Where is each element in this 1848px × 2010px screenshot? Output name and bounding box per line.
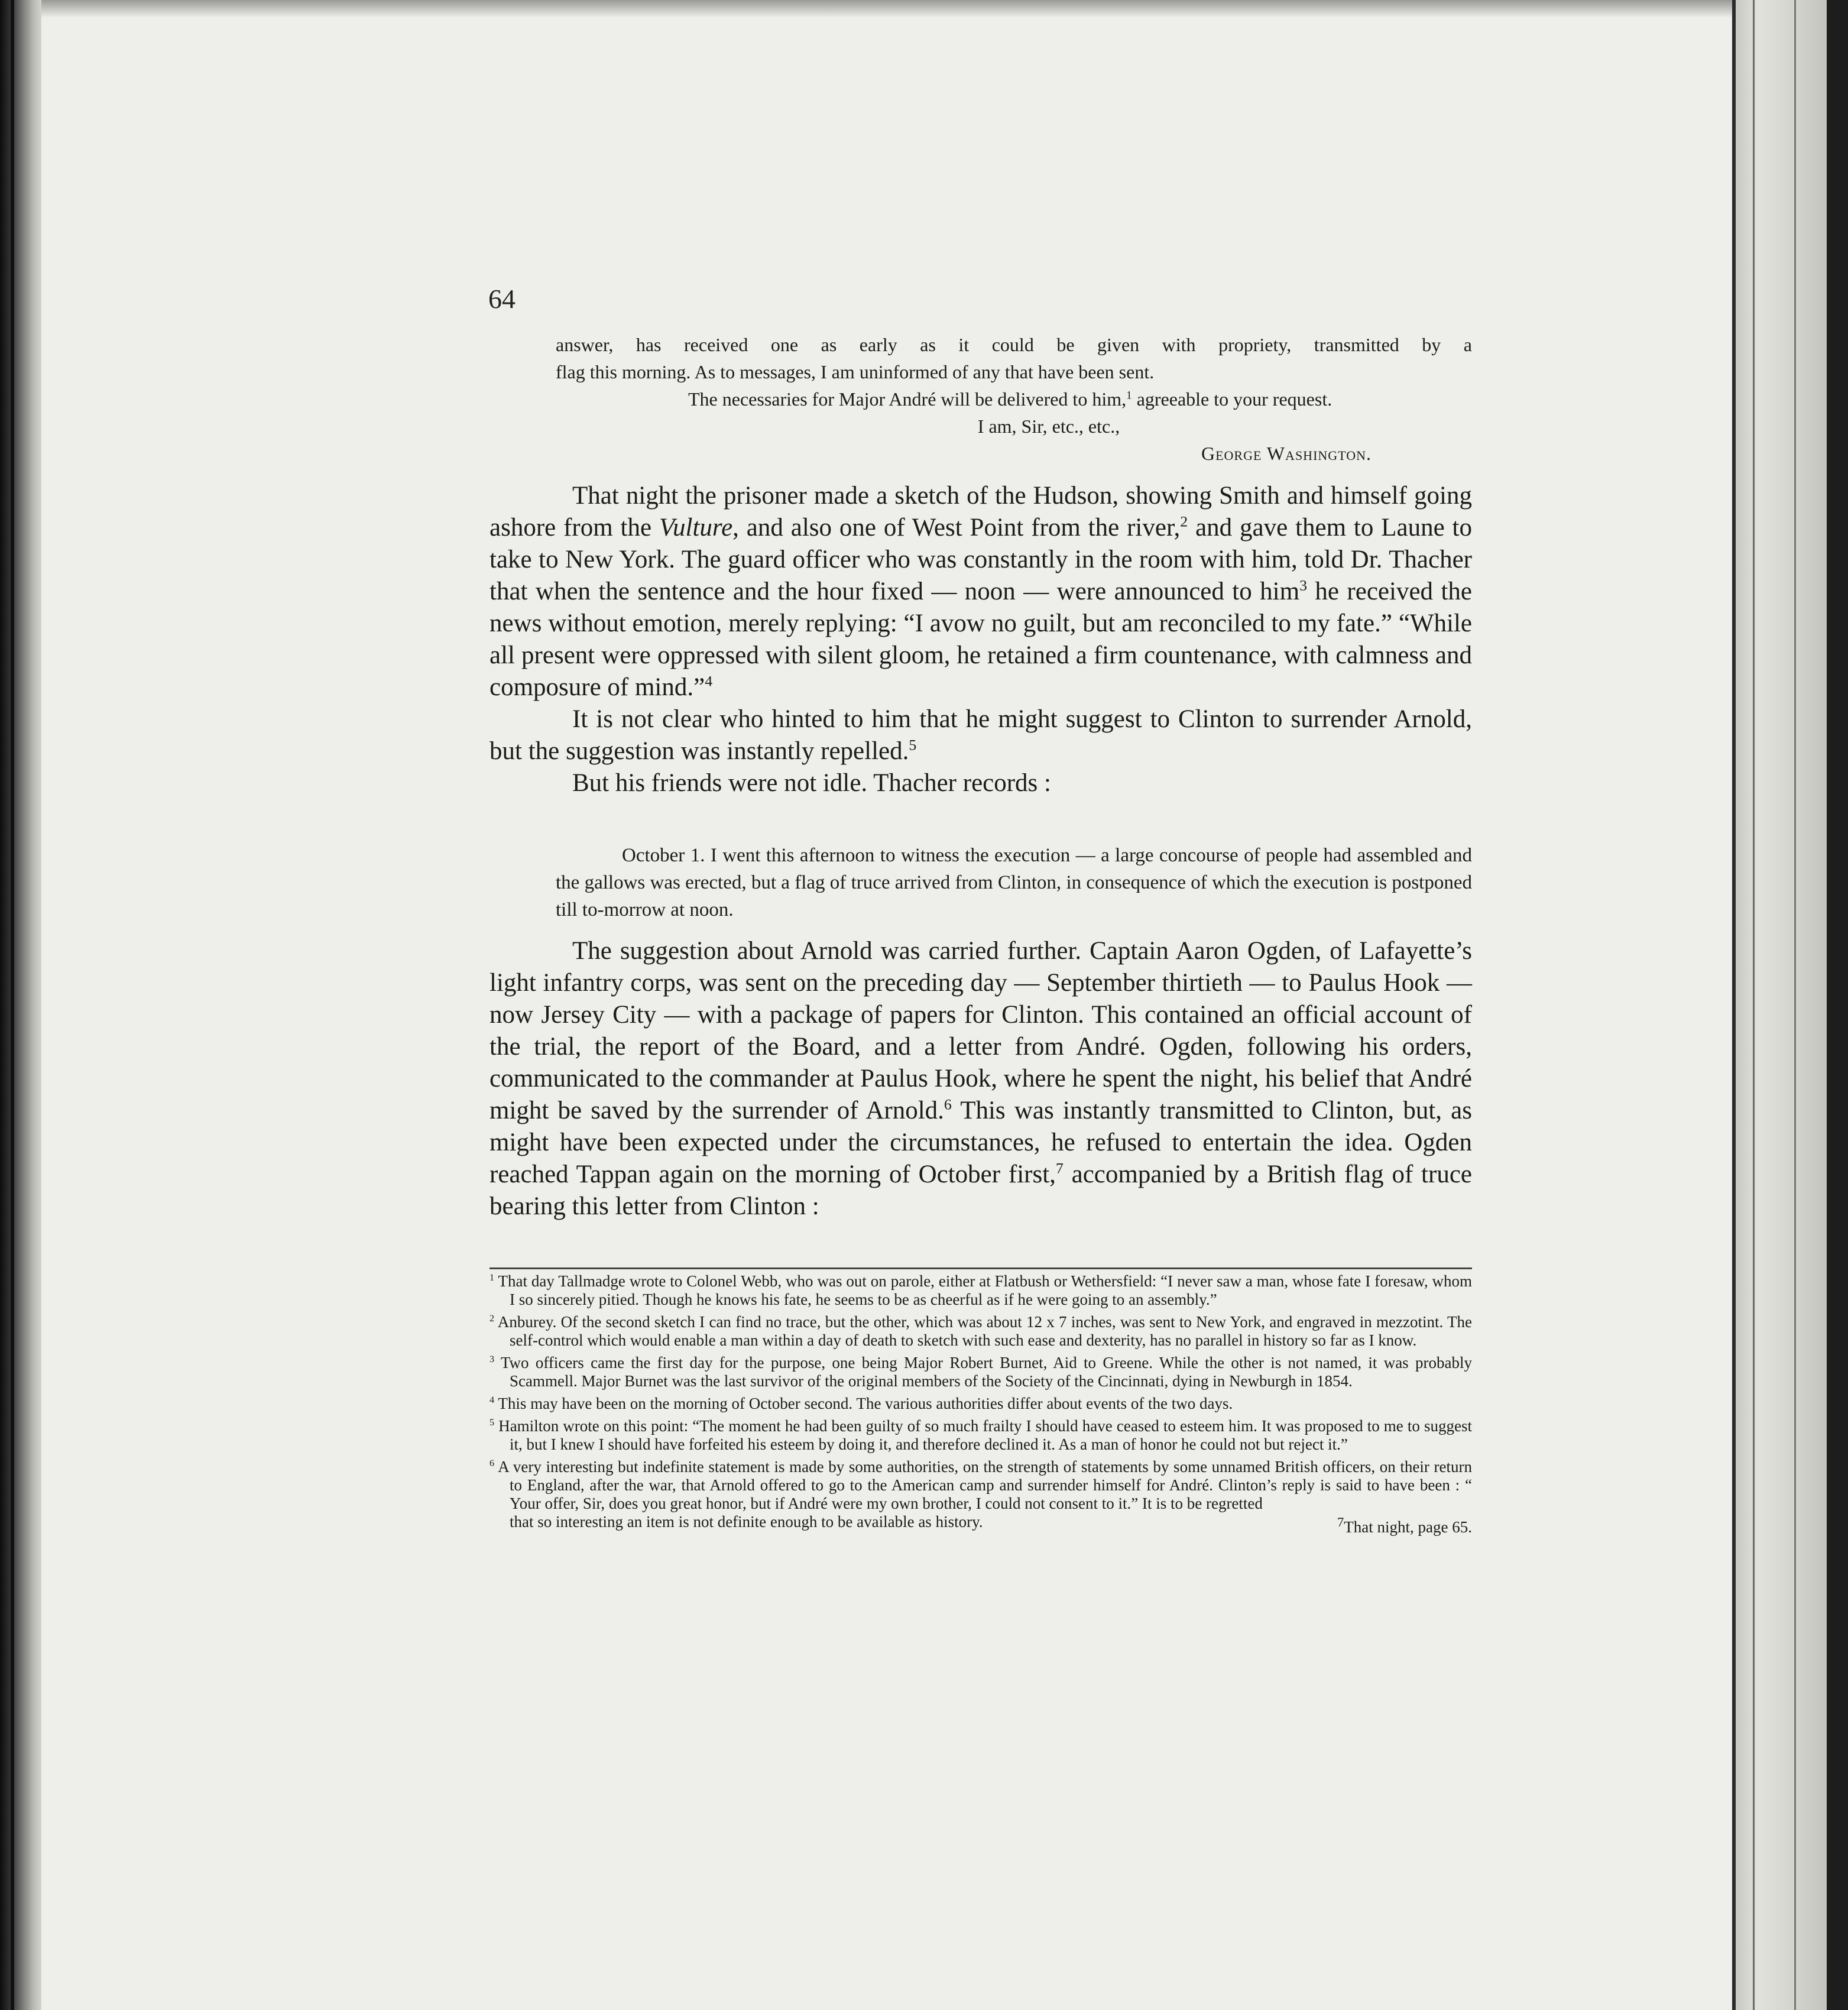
body-section-2 xyxy=(489,935,1472,1223)
footnote xyxy=(489,1417,1472,1454)
footnote-text: Two officers came the first day for the purpose, one being Major Robert Burnet, Aid to Greene. While the other is not named, it was probably Scammell. Major Burnet was the last survivor of the original members of the Society of the Cincinnati, dying in Newburgh in 1854. xyxy=(500,1354,1472,1390)
footnote-number: 2 xyxy=(489,1313,495,1324)
scan-right-line xyxy=(1794,0,1796,2010)
footnote-ref: 1 xyxy=(1126,389,1132,402)
footnote-7 xyxy=(1337,1513,1472,1536)
scan-right-border xyxy=(1827,0,1848,2010)
footnote-number: 3 xyxy=(489,1354,495,1364)
paragraph-text: That night the prisoner made a sketch of the Hudson, showing Smith and himself going ashore from the xyxy=(489,482,1472,542)
body-section-1 xyxy=(489,480,1472,799)
block-quote xyxy=(556,842,1472,923)
paragraph-text: he received the news without emotion, merely replying: “I avow no guilt, but am reconciled to my fate.” “While all present were oppressed with silent gloom, he retained a firm countenance, with calmness and composure of mind.” xyxy=(489,578,1472,701)
paragraph-text: and gave them to Laune to take to New York. The guard officer who was constantly in the room with him, told Dr. Thacher that when the sentence and the hour fixed — noon — were announced to him xyxy=(489,514,1473,605)
footnote-number: 5 xyxy=(489,1417,495,1428)
letter-line xyxy=(489,385,1472,413)
letter-text: agreeable to your request. xyxy=(1132,388,1332,410)
paragraph-text: It is not clear who hinted to him that he might suggest to Clinton to surrender Arnold, but the suggestion was instantly repelled. xyxy=(489,705,1472,765)
paragraph xyxy=(489,704,1472,767)
footnote-number: 6 xyxy=(489,1458,495,1468)
footnote-continuation: that so interesting an item is not definite enough to be available as history. xyxy=(510,1513,983,1531)
paragraph xyxy=(489,480,1472,704)
scan-left-edge xyxy=(0,0,41,2010)
footnote-divider xyxy=(489,1267,1472,1269)
footnote-text: Hamilton wrote on this point: “The moment he had been guilty of so much frailty I should have ceased to esteem him. It was proposed to me to suggest it, but I knew I should have forfeited his esteem by doing it, and therefore declined it. As a man of honor he could not but reject it.” xyxy=(498,1417,1473,1453)
footnote-ref: 2 xyxy=(1180,513,1188,530)
footnote xyxy=(489,1313,1472,1350)
footnote xyxy=(489,1354,1472,1390)
quote-text: October 1. I went this afternoon to witness the execution — a large concourse of people had assembled and the gallows was erected, but a flag of truce arrived from Clinton, in consequence of which the execution is postponed till to-morrow at noon. xyxy=(556,845,1472,920)
letter-text: The necessaries for Major André will be delivered to him, xyxy=(688,388,1127,410)
scan-left-streak xyxy=(11,0,14,2010)
paragraph xyxy=(489,935,1472,1223)
footnote-text: That day Tallmadge wrote to Colonel Webb, who was out on parole, either at Flatbush or Wethersfield: “I never saw a man, whose fate I foresaw, whom I so sincerely pitied. Though he knows his fate, he seems to be as cheerful as if he were going to an assembly.” xyxy=(498,1272,1472,1308)
page-number: 64 xyxy=(488,284,516,314)
paragraph-text: This was instantly transmitted to Clinton, but, as might have been expected under the circumstances, he refused to entertain the idea. Ogden reached Tappan again on the morning of October first, xyxy=(489,1097,1473,1188)
footnote xyxy=(489,1395,1472,1413)
footnote-ref: 6 xyxy=(944,1095,952,1113)
footnote-text: Anburey. Of the second sketch I can find no trace, but the other, which was about 12 x 7 inches, was sent to New York, and engraved in mezzotint. The self-control which would enable a man within a day of death to sketch with such ease and dexterity, has no parallel in history so far as I know. xyxy=(497,1313,1472,1349)
letter-line: flag this morning. As to messages, I am uninformed of any that have been sent. xyxy=(556,361,1155,382)
footnote-tail-line xyxy=(489,1513,1472,1536)
scan-right-line xyxy=(1753,0,1755,2010)
letter-line: answer, has received one as early as it could be given with propriety, transmitted by a xyxy=(556,334,1472,355)
footnote-ref: 3 xyxy=(1299,576,1307,594)
letter-signature: George Washington. xyxy=(1201,443,1372,464)
footnote-number: 4 xyxy=(489,1395,495,1405)
letter-closing: I am, Sir, etc., etc., xyxy=(977,416,1120,437)
paragraph-text: The suggestion about Arnold was carried further. Captain Aaron Ogden, of Lafayette’s light infantry corps, was sent on the preceding day — September thirtieth — to Paulus Hook — now Jersey City — with a package of papers for Clinton. This contained an official account of the trial, the report of the Board, and a letter from André. Ogden, following his orders, communicated to the commander at Paulus Hook, where he spent the night, his belief that André might be saved by the surrender of Arnold. xyxy=(489,937,1472,1124)
letter-excerpt xyxy=(489,331,1472,467)
paragraph-text: , and also one of West Point from the river, xyxy=(732,514,1181,542)
footnote-number: 7 xyxy=(1337,1515,1344,1529)
footnote-ref: 7 xyxy=(1055,1159,1064,1177)
paragraph: But his friends were not idle. Thacher records : xyxy=(572,769,1051,797)
footnote-text: This may have been on the morning of October second. The various authorities differ about events of the two days. xyxy=(498,1395,1233,1412)
footnote-number: 1 xyxy=(489,1272,495,1283)
ship-name: Vulture xyxy=(659,514,733,542)
footnote xyxy=(489,1272,1472,1309)
footnote-ref: 4 xyxy=(705,672,713,690)
footnote xyxy=(489,1458,1472,1513)
footnote-text: A very interesting but indefinite statement is made by some authorities, on the strength of statements by some unnamed British officers, on their return to England, after the war, that Arnold offered to go to the American camp and surrender himself for André. Clinton’s reply is said to have been : “ Your offer, Sir, does you great honor, but if André were my own brother, I could not consent to it.” It is to be regretted xyxy=(498,1458,1472,1512)
footnotes xyxy=(489,1272,1472,1536)
footnote-ref: 5 xyxy=(909,736,917,754)
page-top-shadow xyxy=(41,0,1732,18)
footnote-text: That night, page 65. xyxy=(1344,1518,1472,1536)
paragraph-text: accompanied by a British flag of truce bearing this letter from Clinton : xyxy=(489,1160,1472,1220)
